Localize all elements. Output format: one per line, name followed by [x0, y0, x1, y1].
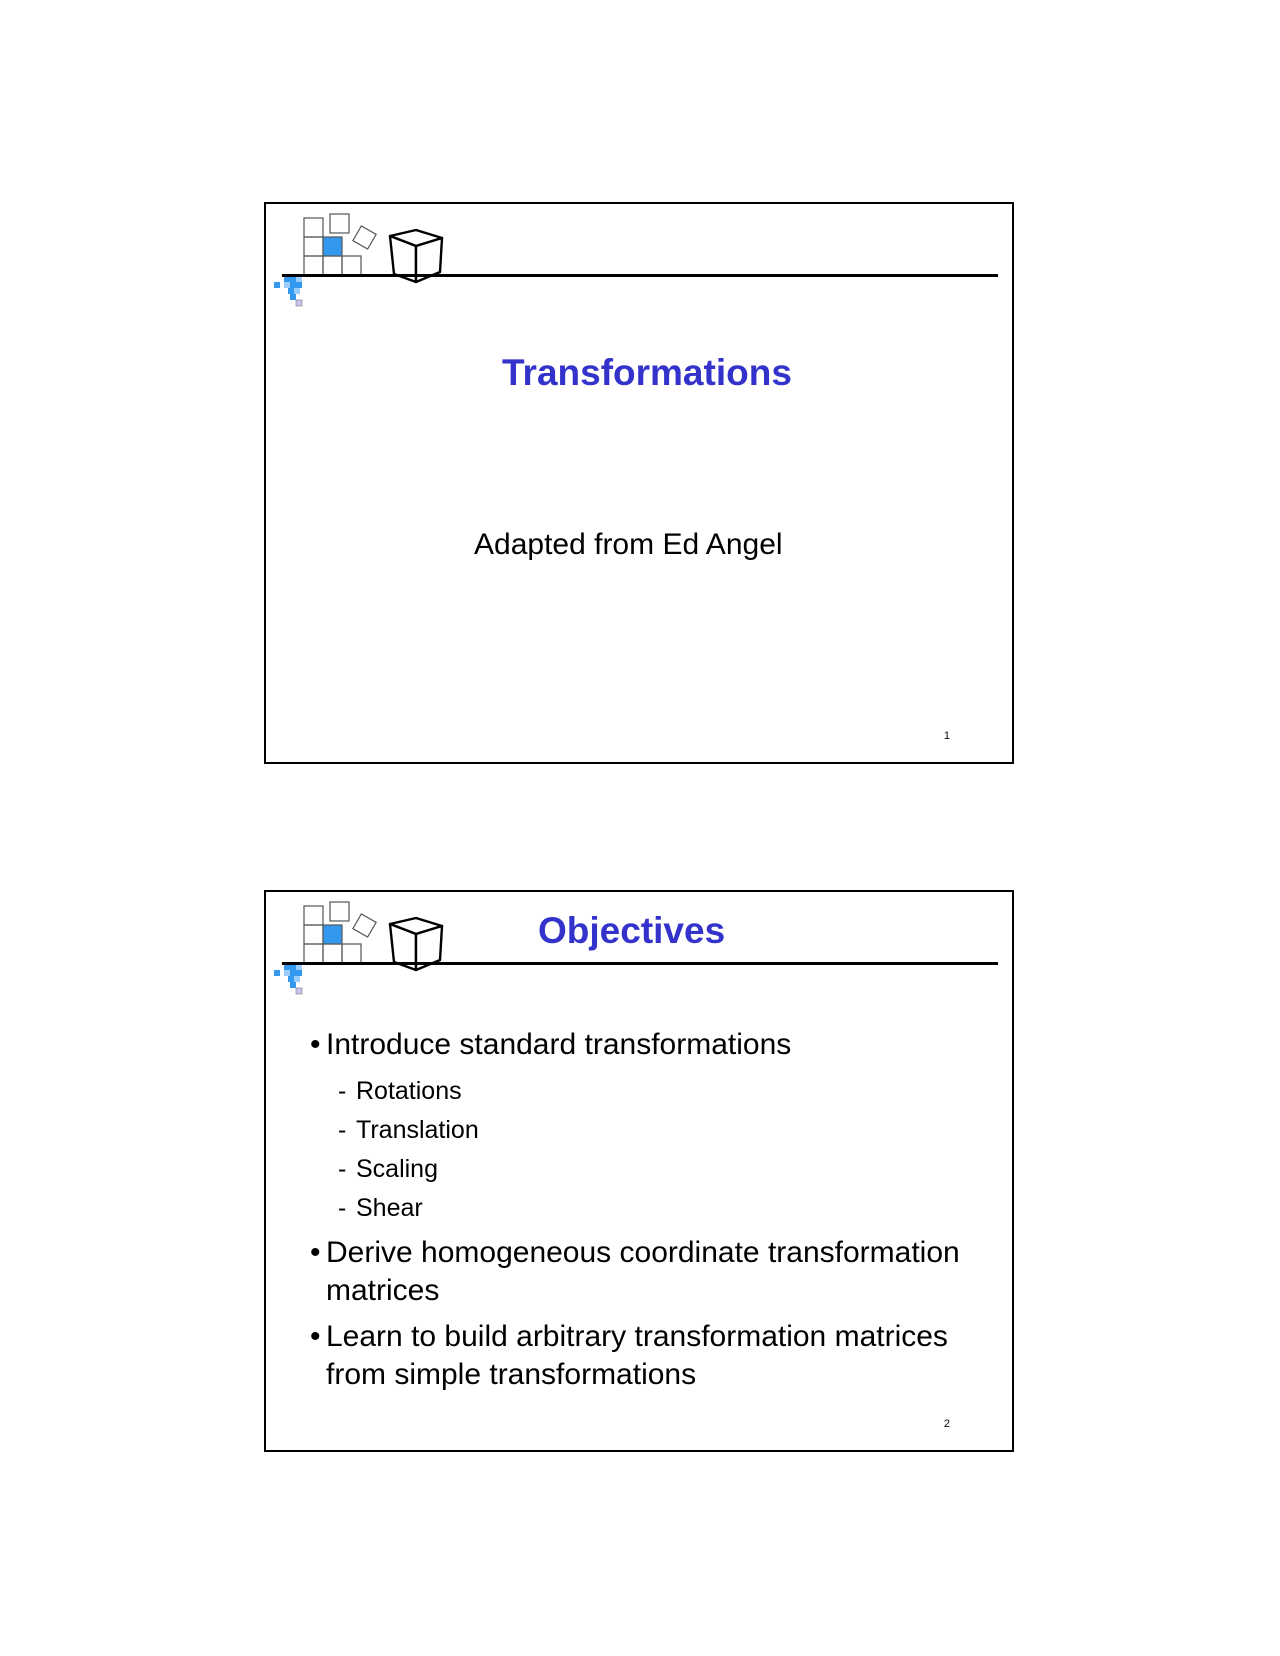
slide-title: Transformations — [502, 352, 792, 393]
slide-2 — [264, 890, 1014, 1452]
bullet-item — [310, 1026, 970, 1064]
bullet-item — [310, 1318, 970, 1394]
sub-item: - Translation — [338, 1116, 479, 1144]
bullet-dot: • — [310, 1236, 321, 1269]
sub-item-text: Scaling — [356, 1155, 438, 1183]
bullet-list — [310, 1026, 970, 1402]
sub-item-text: Shear — [356, 1194, 423, 1222]
sub-item-text: Rotations — [356, 1077, 462, 1105]
header-rule — [282, 962, 998, 965]
bullet-text: Introduce standard transformations — [326, 1028, 792, 1061]
bullet-dot: • — [310, 1320, 321, 1353]
bullet-dot: • — [310, 1028, 321, 1061]
bullet-item — [310, 1234, 970, 1310]
slide-subtitle: Adapted from Ed Angel — [474, 528, 783, 561]
sub-item: - Shear — [338, 1194, 423, 1222]
header-rule — [282, 274, 998, 277]
sub-item: - Scaling — [338, 1155, 438, 1183]
slide-title: Objectives — [538, 910, 726, 951]
bullet-text: Derive homogeneous coordinate transformation matrices — [326, 1236, 960, 1307]
sub-item: - Rotations — [338, 1077, 462, 1105]
page-number: 1 — [943, 730, 950, 742]
bullet-text: Learn to build arbitrary transformation matrices from simple transformations — [326, 1320, 948, 1391]
sub-item-text: Translation — [356, 1116, 479, 1144]
sub-list — [310, 1072, 970, 1228]
page-number: 2 — [943, 1418, 950, 1430]
squares-cube-logo-icon — [274, 212, 464, 312]
slide-1 — [264, 202, 1014, 764]
squares-cube-logo-icon — [274, 900, 464, 1000]
